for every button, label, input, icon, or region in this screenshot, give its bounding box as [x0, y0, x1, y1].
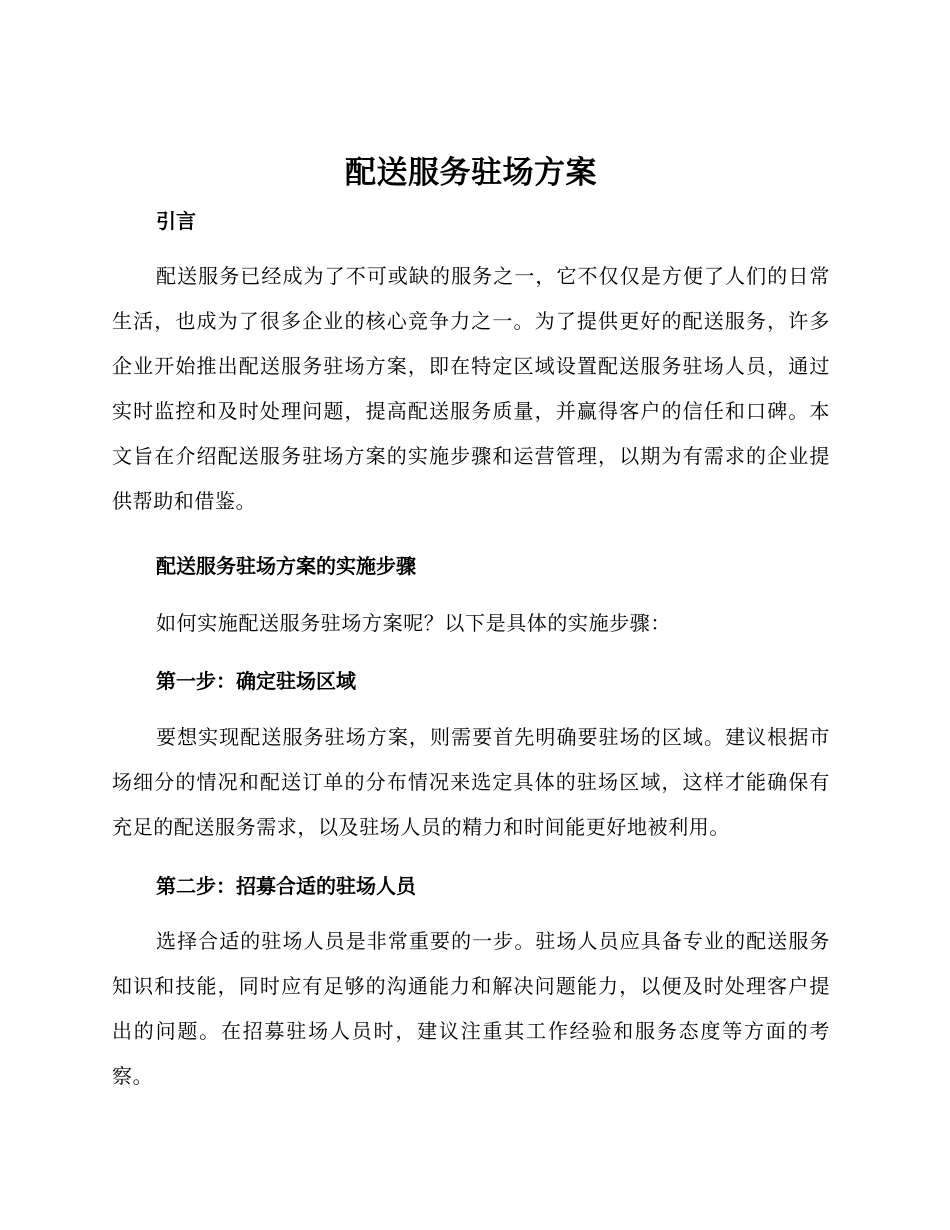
intro-paragraph: 配送服务已经成为了不可或缺的服务之一，它不仅仅是方便了人们的日常生活，也成为了很多企业的核心竞争力之一。为了提供更好的配送服务，许多企业开始推出配送服务驻场方案，即在特定区域设置配送服务驻场人员，通过实时监控和及时处理问题，提高配送服务质量，并赢得客户的信任和口碑。本文旨在介绍配送服务驻场方案的实施步骤和运营管理，以期为有需求的企业提供帮助和借鉴。 — [112, 264, 830, 513]
step2-heading: 第二步：招募合适的驻场人员 — [156, 874, 416, 898]
document-title: 配送服务驻场方案 — [345, 155, 597, 191]
step1-heading: 第一步：确定驻场区域 — [156, 669, 356, 693]
steps-heading: 配送服务驻场方案的实施步骤 — [156, 554, 416, 578]
step2-paragraph: 选择合适的驻场人员是非常重要的一步。驻场人员应具备专业的配送服务知识和技能，同时应有足够的沟通能力和解决问题能力，以便及时处理客户提出的问题。在招募驻场人员时，建议注重其工作经验和服务态度等方面的考察。 — [112, 929, 830, 1088]
intro-heading: 引言 — [156, 209, 196, 233]
step1-paragraph: 要想实现配送服务驻场方案，则需要首先明确要驻场的区域。建议根据市场细分的情况和配送订单的分布情况来选定具体的驻场区域，这样才能确保有充足的配送服务需求，以及驻场人员的精力和时间能更好地被利用。 — [112, 725, 830, 839]
steps-intro-paragraph: 如何实施配送服务驻场方案呢？以下是具体的实施步骤： — [156, 611, 671, 635]
document-page — [112, 150, 830, 1099]
